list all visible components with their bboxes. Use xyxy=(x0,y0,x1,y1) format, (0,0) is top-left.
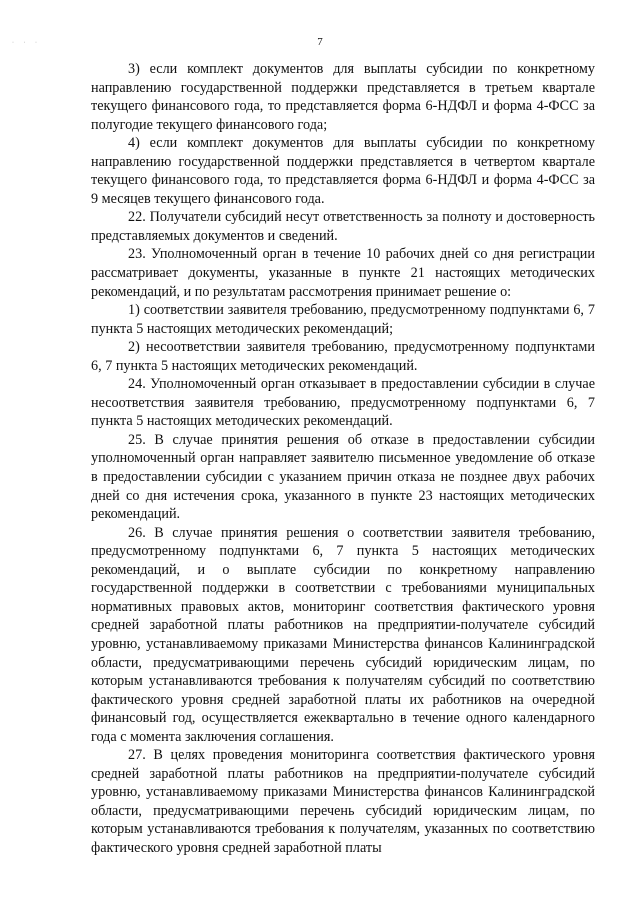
margin-mark: · · · xyxy=(12,40,41,46)
paragraph-22: 22. Получатели субсидий несут ответственность за полноту и достоверность представляемых документов и сведений. xyxy=(91,209,595,244)
paragraph-25: 25. В случае принятия решения об отказе в предоставлении субсидии уполномоченный орган направляет заявителю письменное уведомление об отказе в предоставлении субсидии с указанием причин отказа не позднее двух рабочих дней со дня истечения срока, указанного в пункте 23 настоящих методических рекомендаций. xyxy=(91,431,595,523)
paragraph-26: 26. В случае принятия решения о соответствии заявителя требованию, предусмотренному подпунктами 6, 7 пункта 5 настоящих методических рекомендаций, и о выплате субсидии по конкретному направлению государственной поддержки в соответствии с требованиями муниципальных нормативных правовых актов, мониторинг соответствия фактического уровня средней заработной платы работников на предприятии-получателе субсидий уровню, устанавливаемому приказами Министерства финансов Калининградской области, предусматривающими перечень субсидий юридическим лицам, по которым устанавливаются требования к получателям субсидий по соответствию фактического уровня средней заработной платы их работников на очередной финансовый год, осуществляется ежеквартально в течение одного календарного года с момента заключения соглашения. xyxy=(91,524,595,745)
paragraph-23-option-2: 2) несоответствии заявителя требованию, предусмотренному подпунктами 6, 7 пункта 5 настоящих методических рекомендаций. xyxy=(91,339,595,374)
paragraph-subitem-4: 4) если комплект документов для выплаты субсидии по конкретному направлению государственной поддержки представляется в четвертом квартале текущего финансового года, то представляется форма 6-НДФЛ и форма 4-ФСС за 9 месяцев текущего финансового года. xyxy=(91,135,595,207)
paragraph-subitem-3: 3) если комплект документов для выплаты субсидии по конкретному направлению государственной поддержки представляется в третьем квартале текущего финансового года, то представляется форма 6-НДФЛ и форма 4-ФСС за полугодие текущего финансового года; xyxy=(91,61,595,133)
paragraph-23: 23. Уполномоченный орган в течение 10 рабочих дней со дня регистрации рассматривает документы, указанные в пункте 21 настоящих методических рекомендаций, и по результатам рассмотрения принимает решение о: xyxy=(91,246,595,300)
paragraph-23-option-1: 1) соответствии заявителя требованию, предусмотренному подпунктами 6, 7 пункта 5 настоящих методических рекомендаций; xyxy=(91,302,595,337)
paragraph-27: 27. В целях проведения мониторинга соответствия фактического уровня средней заработной платы работников на предприятии-получателе субсидий уровню, устанавливаемому приказами Министерства финансов Калининградской области, предусматривающими перечень субсидий юридическим лицам, по которым устанавливаются требования к получателям, указанных по соответствию фактического уровня средней заработной платы xyxy=(91,747,595,856)
document-body xyxy=(91,60,595,858)
page-number: 7 xyxy=(317,36,323,48)
paragraph-24: 24. Уполномоченный орган отказывает в предоставлении субсидии в случае несоответствия заявителя требованию, предусмотренному подпунктами 6, 7 пункта 5 настоящих методических рекомендаций. xyxy=(91,376,595,430)
